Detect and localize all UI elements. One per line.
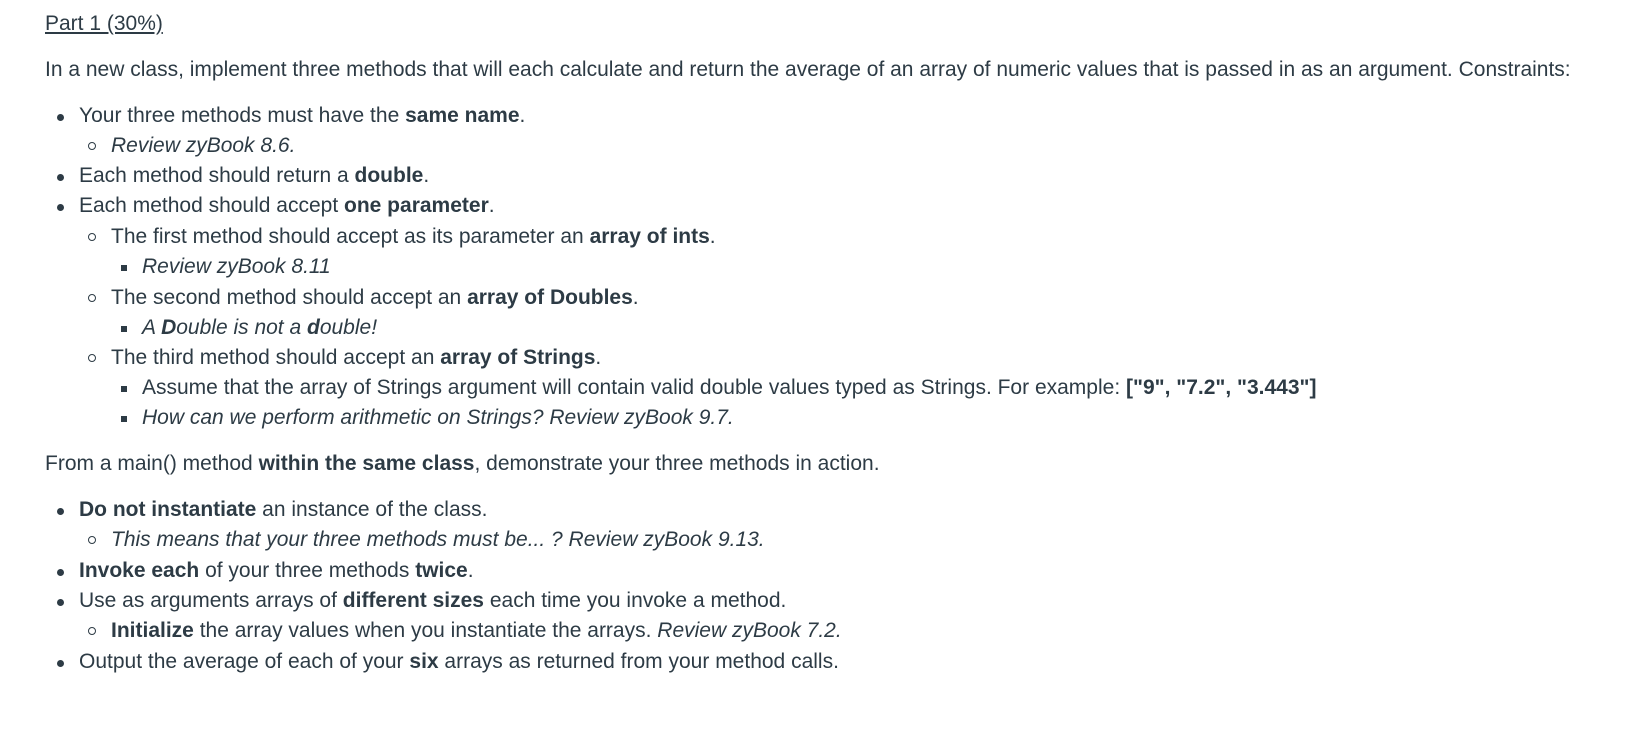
square-bullet — [121, 265, 127, 271]
intro-paragraph: In a new class, implement three methods that will each calculate and return the average of an array of numeric values that is passed in as an argument. Constraints: — [45, 58, 1571, 81]
circle-bullet — [88, 536, 96, 544]
disc-bullet — [57, 599, 64, 606]
disc-bullet — [57, 660, 64, 667]
list-subitem: Review zyBook 8.6. — [111, 134, 296, 157]
circle-bullet — [88, 233, 96, 241]
square-bullet — [121, 326, 127, 332]
list-subsubitem: Assume that the array of Strings argument will contain valid double values typed as Strings. For example: ["9", "7.2", "3.443"] — [142, 376, 1317, 399]
circle-bullet — [88, 142, 96, 150]
list-subsubitem: How can we perform arithmetic on Strings? Review zyBook 9.7. — [142, 406, 734, 429]
disc-bullet — [57, 114, 64, 121]
disc-bullet — [57, 174, 64, 181]
list-item-different-sizes: Use as arguments arrays of different sizes each time you invoke a method. — [79, 589, 787, 612]
main-paragraph: From a main() method within the same class, demonstrate your three methods in action. — [45, 452, 880, 475]
section-heading: Part 1 (30%) — [45, 12, 163, 35]
list-item-same-name: Your three methods must have the same name. — [79, 104, 526, 127]
circle-bullet — [88, 294, 96, 302]
square-bullet — [121, 386, 127, 392]
list-item-invoke-twice: Invoke each of your three methods twice. — [79, 559, 474, 582]
list-subsubitem: Review zyBook 8.11 — [142, 255, 331, 278]
disc-bullet — [57, 204, 64, 211]
list-subitem-initialize: Initialize the array values when you instantiate the arrays. Review zyBook 7.2. — [111, 619, 842, 642]
disc-bullet — [57, 569, 64, 576]
list-item-return-double: Each method should return a double. — [79, 164, 430, 187]
list-item-one-parameter: Each method should accept one parameter. — [79, 194, 495, 217]
circle-bullet — [88, 627, 96, 635]
circle-bullet — [88, 354, 96, 362]
list-item-output-average: Output the average of each of your six arrays as returned from your method calls. — [79, 650, 839, 673]
list-subitem: This means that your three methods must be... ? Review zyBook 9.13. — [111, 528, 765, 551]
square-bullet — [121, 416, 127, 422]
list-subitem-ints: The first method should accept as its parameter an array of ints. — [111, 225, 716, 248]
list-item-no-instantiate: Do not instantiate an instance of the class. — [79, 498, 488, 521]
list-subsubitem: A Double is not a double! — [142, 316, 378, 339]
list-subitem-strings: The third method should accept an array of Strings. — [111, 346, 602, 369]
disc-bullet — [57, 508, 64, 515]
list-subitem-doubles: The second method should accept an array of Doubles. — [111, 286, 639, 309]
